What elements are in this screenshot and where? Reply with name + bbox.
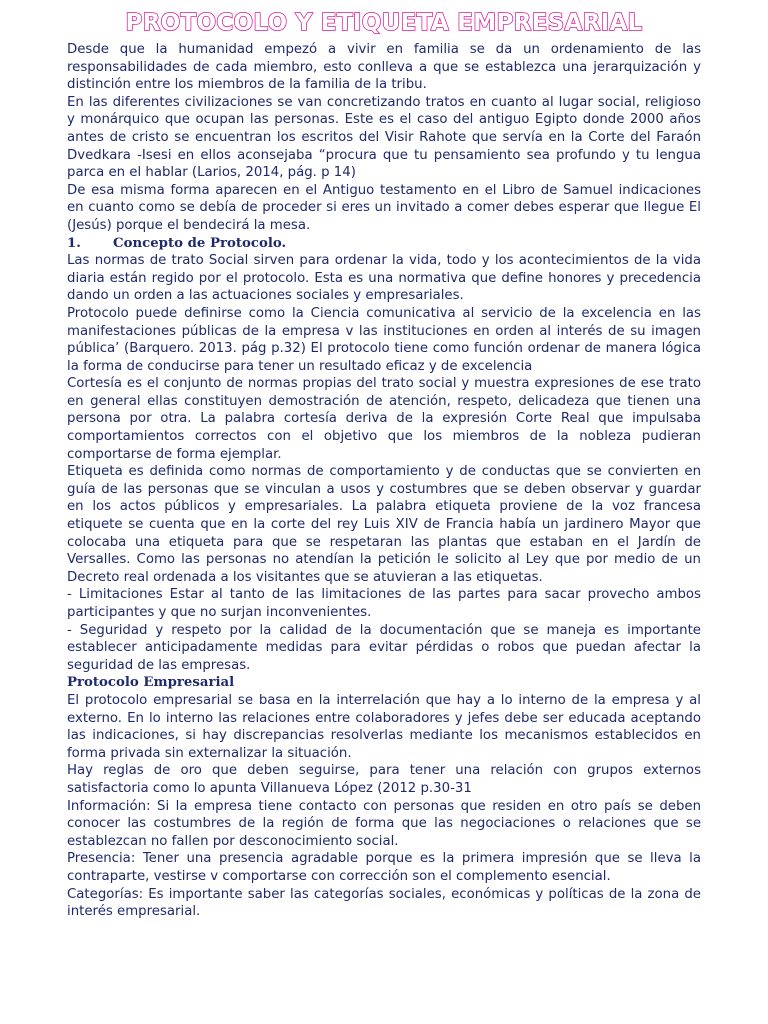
section-2-paragraph-5: Categorías: Es importante saber las categorías sociales, económicas y políticas de la zona de interés empresarial. bbox=[67, 886, 701, 920]
section-2-paragraph-1: El protocolo empresarial se basa en la interrelación que hay a lo interno de la empresa y al externo. En lo interno las relaciones entre colaboradores y jefes debe ser educada aceptando las indicaciones, si hay discrepancias resolverlas mediante los mecanismos establecidos en forma privada sin externalizar la situación. bbox=[67, 692, 701, 761]
section-1-paragraph-5: - Limitaciones Estar al tanto de las limitaciones de las partes para sacar provecho ambos participantes y que no surjan inconvenientes. bbox=[67, 587, 701, 620]
section-1-paragraph-1: Las normas de trato Social sirven para ordenar la vida, todo y los acontecimientos de la vida diaria están regido por el protocolo. Esta es una normativa que define honores y precedencia dando un orden a las actuaciones sociales y empresariales. bbox=[67, 253, 701, 304]
document-body bbox=[67, 41, 701, 921]
section-2-paragraph-4: Presencia: Tener una presencia agradable porque es la primera impresión que se lleva la contraparte, vestirse v comportarse con corrección son el complemento esencial. bbox=[67, 851, 701, 884]
section-1-paragraph-3: Cortesía es el conjunto de normas propias del trato social y muestra expresiones de ese trato en general ellas constituyen demostración de atención, respeto, delicadeza que tienen una persona por otra. La palabra cortesía deriva de la expresión Corte Real que impulsaba comportamientos correctos con el objetivo que los miembros de la nobleza pudieran comportarse de forma ejemplar. bbox=[67, 376, 701, 462]
section-1-heading bbox=[67, 235, 701, 253]
section-1-title: Concepto de Protocolo. bbox=[113, 235, 287, 251]
intro-paragraph-3: De esa misma forma aparecen en el Antiguo testamento en el Libro de Samuel indicaciones en cuanto como se debía de proceder si eres un invitado a comer debes esperar que llegue El (Jesús) porque el bendecirá la mesa. bbox=[67, 182, 701, 233]
section-1-paragraph-4: Etiqueta es definida como normas de comportamiento y de conductas que se convierten en guía de las personas que se vinculan a usos y costumbres que se deben observar y guardar en los actos públicos y empresariales. La palabra etiqueta proviene de la voz francesa etiquete se cuenta que en la corte del rey Luis XIV de Francia había un jardinero Mayor que colocaba una etiqueta para que se respetaran las plantas que estaban en el Jardín de Versalles. Como las personas no atendían la petición le solicito al Ley que por medio de un Decreto real ordenada a los visitantes que se atuvieran a las etiquetas. bbox=[67, 464, 701, 585]
document-title: PROTOCOLO Y ETIQUETA EMPRESARIAL bbox=[125, 10, 643, 36]
section-1-number: 1. bbox=[67, 235, 81, 251]
section-2-heading: Protocolo Empresarial bbox=[67, 675, 235, 691]
intro-paragraph-1: Desde que la humanidad empezó a vivir en familia se da un ordenamiento de las responsabilidades de cada miembro, esto conlleva a que se establezca una jerarquización y distinción entre los miembros de la familia de la tribu. bbox=[67, 42, 701, 93]
intro-paragraph-2: En las diferentes civilizaciones se van concretizando tratos en cuanto al lugar social, religioso y monárquico que ocupan las personas. Este es el caso del antiguo Egipto donde 2000 años antes de cristo se encuentran los escritos del Visir Rahote que servía en la Corte del Faraón Dvedkara -Isesi en ellos aconsejaba “procura que tu pensamiento sea profundo y tu lengua parca en el hablar (Larios, 2014, pág. p 14) bbox=[67, 94, 701, 181]
section-2-paragraph-3: Información: Si la empresa tiene contacto con personas que residen en otro país se deben conocer las costumbres de la región de forma que las negociaciones o relaciones que se establezcan no fallen por desconocimiento social. bbox=[67, 798, 701, 849]
section-2-paragraph-2: Hay reglas de oro que deben seguirse, para tener una relación con grupos externos satisfactoria como lo apunta Villanueva López (2012 p.30-31 bbox=[67, 763, 701, 796]
section-1-paragraph-2: Protocolo puede definirse como la Ciencia comunicativa al servicio de la excelencia en las manifestaciones públicas de la empresa v las instituciones en orden al interés de su imagen pública’ (Barquero. 2013. pág p.32) El protocolo tiene como función ordenar de manera lógica la forma de conducirse para tener un resultado eficaz y de excelencia bbox=[67, 305, 701, 374]
section-1-paragraph-6: - Seguridad y respeto por la calidad de la documentación que se maneja es importante establecer anticipadamente medidas para evitar pérdidas o robos que puedan afectar la seguridad de las empresas. bbox=[67, 622, 701, 673]
